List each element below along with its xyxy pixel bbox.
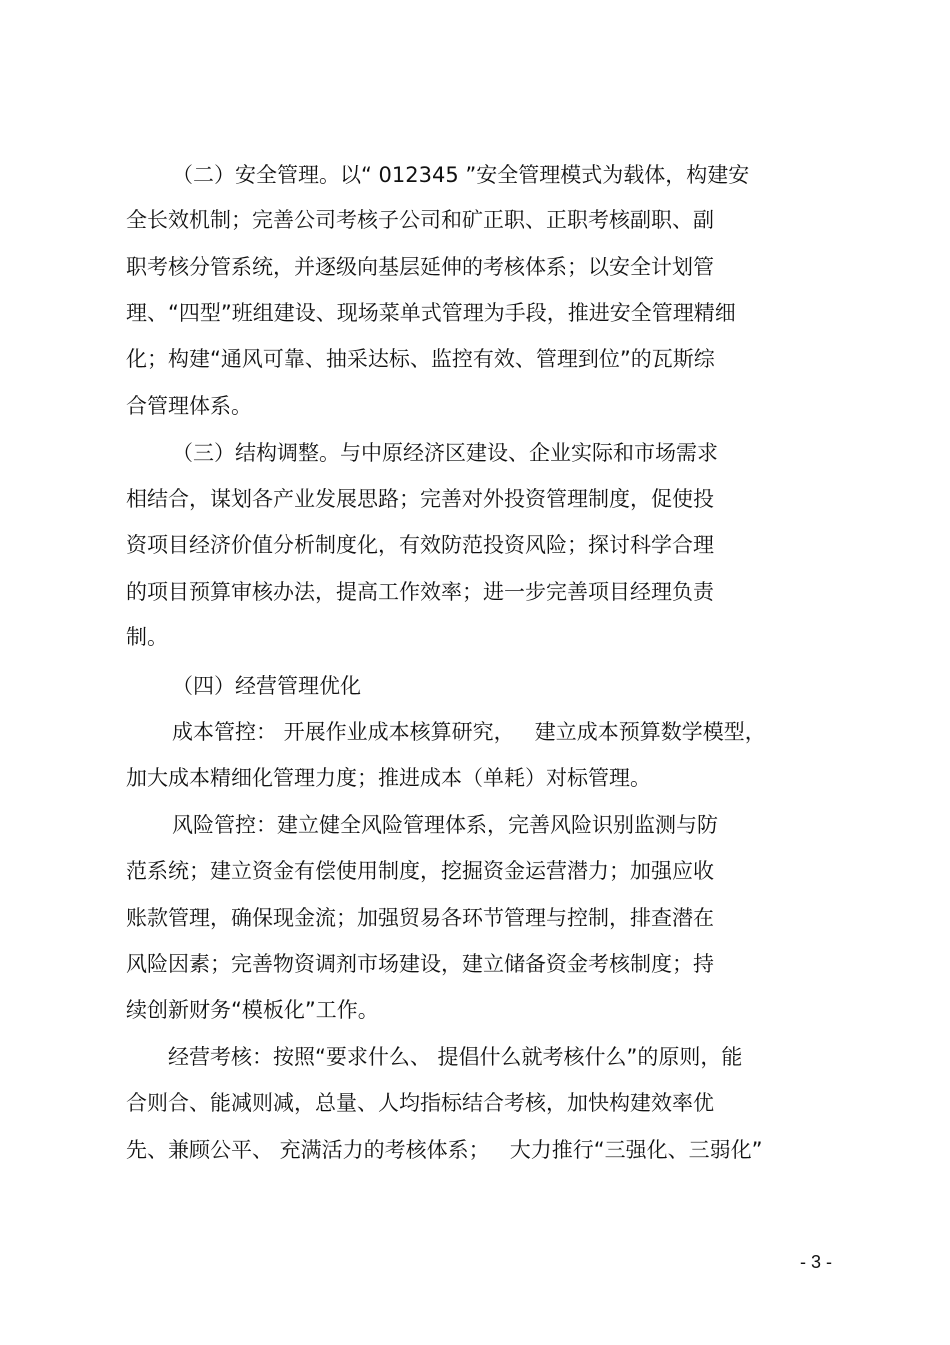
text-line: 风险因素；完善物资调剂市场建设，建立储备资金考核制度；持 [126, 952, 714, 976]
page-number: - 3 - [799, 1252, 832, 1272]
text-line: 资项目经济价值分析制度化，有效防范投资风险；探讨科学合理 [126, 533, 714, 557]
text-line: 加大成本精细化管理力度；推进成本（单耗）对标管理。 [126, 766, 651, 790]
section-heading: （四）经营管理优化 [172, 674, 361, 698]
text-line: 制。 [126, 625, 168, 649]
text-line: 风险管控：建立健全风险管理体系，完善风险识别监测与防 [172, 813, 718, 837]
text-line: （二）安全管理。以“ 012345 ”安全管理模式为载体，构建安 [172, 163, 750, 187]
text-line: 经营考核：按照“要求什么、 提倡什么就考核什么”的原则，能 [168, 1045, 743, 1069]
text-line: 范系统；建立资金有偿使用制度，挖掘资金运营潜力；加强应收 [126, 859, 714, 883]
text-line: 全长效机制；完善公司考核子公司和矿正职、正职考核副职、副 [126, 208, 714, 232]
text-line: 相结合，谋划各产业发展思路；完善对外投资管理制度，促使投 [126, 487, 714, 511]
text-line: 续创新财务“模板化”工作。 [126, 998, 379, 1022]
text-line: 职考核分管系统，并逐级向基层延伸的考核体系；以安全计划管 [126, 255, 714, 279]
text-line: 先、兼顾公平、 充满活力的考核体系； 大力推行“三强化、三弱化” [126, 1138, 763, 1162]
text-line: （三）结构调整。与中原经济区建设、企业实际和市场需求 [172, 441, 718, 465]
text-line: 的项目预算审核办法，提高工作效率；进一步完善项目经理负责 [126, 580, 714, 604]
text-line: 理、“四型”班组建设、现场菜单式管理为手段，推进安全管理精细 [126, 301, 736, 325]
text-line: 化；构建“通风可靠、抽采达标、监控有效、管理到位”的瓦斯综 [126, 347, 715, 371]
text-line: 账款管理，确保现金流；加强贸易各环节管理与控制，排查潜在 [126, 906, 714, 930]
text-line: 合则合、能减则减，总量、人均指标结合考核，加快构建效率优 [126, 1091, 714, 1115]
text-line: 合管理体系。 [126, 394, 252, 418]
text-line: 成本管控： 开展作业成本核算研究， 建立成本预算数学模型， [172, 720, 766, 744]
